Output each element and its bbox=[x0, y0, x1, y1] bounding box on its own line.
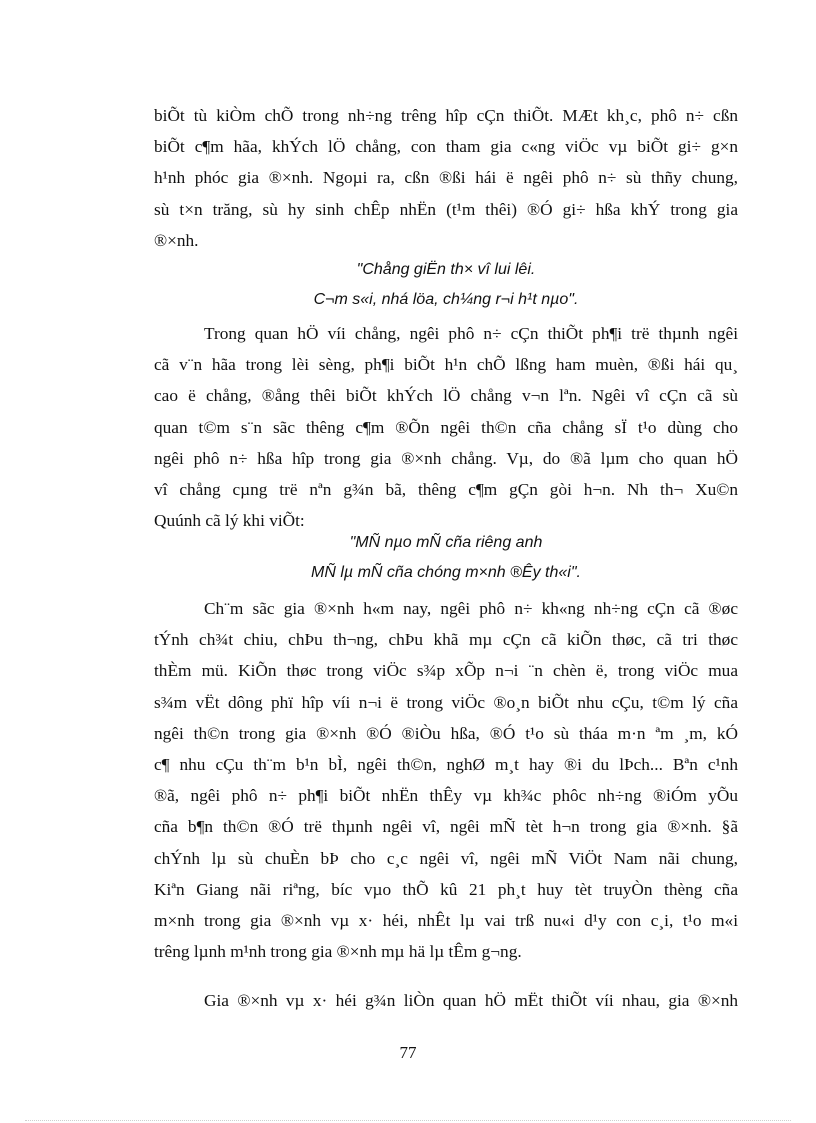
poem-quote-2 bbox=[154, 528, 738, 588]
text-line: biÕt tù kiÒm chÕ trong nh÷ng trêng hîp cÇn thiÕt. MÆt kh¸c, phô n÷ cßn bbox=[154, 106, 738, 125]
page-number: 77 bbox=[399, 1043, 417, 1062]
text-line: Trong quan hÖ víi chång, ngêi phô n÷ cÇn thiÕt ph¶i trë thµnh ngêi bbox=[204, 324, 738, 343]
text-line: Kiªn Giang nãi riªng, bíc vµo thÕ kû 21 ph¸t huy tèt truyÒn thèng cña bbox=[154, 879, 738, 899]
text-line: sù t×n trăng, sù hy sinh chÊp nhËn (t¹m thêi) ®Ó gi÷ hßa khÝ trong gia bbox=[154, 199, 738, 219]
paragraph-1 bbox=[154, 100, 738, 256]
page-bottom-divider bbox=[25, 1120, 791, 1121]
text-line: s¾m vËt dông phï hîp víi n¬i ë trong viÖc ®o¸n biÕt nhu cÇu, t©m lý cña bbox=[154, 692, 738, 712]
text-line: cã v¨n hãa trong lèi sèng, ph¶i biÕt h¹n chÕ lßng ham muèn, ®ßi hái qu¸ bbox=[154, 355, 738, 375]
paragraph-2 bbox=[154, 318, 738, 536]
text-line: cao ë chång, ®ång thêi biÕt khÝch lÖ chång v¬n lªn. Ngêi vî cÇn cã sù bbox=[154, 386, 738, 406]
quote-line: "Chång giËn th× vî lui lêi. bbox=[356, 261, 536, 278]
quote-line: "MÑ nµo mÑ cña riêng anh bbox=[349, 534, 543, 551]
text-line: thÈm mü. KiÕn thøc trong viÖc s¾p xÕp n¬i ¨n chèn ë, trong viÖc mua bbox=[154, 661, 738, 681]
text-line: quan t©m s¨n sãc thêng c¶m ®Õn ngêi th©n cña chång sÏ t¹o dùng cho bbox=[154, 417, 738, 437]
text-line: ®ã, ngêi phô n÷ ph¶i biÕt nhËn thÊy vµ kh¾c phôc nh÷ng ®iÓm yÕu bbox=[154, 786, 738, 806]
text-line: Ch¨m sãc gia ®×nh h«m nay, ngêi phô n÷ kh«ng nh÷ng cÇn cã ®øc bbox=[204, 599, 738, 618]
text-line: vî chång cµng trë nªn g¾n bã, thêng c¶m gÇn gòi h¬n. Nh th¬ Xu©n bbox=[154, 480, 738, 500]
text-line: trêng lµnh m¹nh trong gia ®×nh mµ hä lµ tÊm g¬ng. bbox=[154, 942, 522, 962]
text-line: ngêi th©n trong gia ®×nh ®Ó ®iÒu hßa, ®Ó t¹o sù tháa m·n ªm ¸m, kÓ bbox=[154, 723, 738, 743]
text-line: chÝnh lµ sù chuÈn bÞ cho c¸c ngêi vî, ngêi mÑ ViÖt Nam nãi chung, bbox=[154, 848, 738, 868]
text-line: h¹nh phóc gia ®×nh. Ngoµi ra, cßn ®ßi hái ë ngêi phô n÷ sù thñy chung, bbox=[154, 168, 738, 188]
text-line: cña b¶n th©n ®Ó trë thµnh ngêi vî, ngêi mÑ tèt h¬n trong gia ®×nh. §ã bbox=[154, 817, 738, 837]
poem-quote-1 bbox=[154, 255, 738, 315]
text-line: Quúnh cã lý khi viÕt: bbox=[154, 511, 305, 531]
quote-line: C¬m s«i, nhá löa, ch¼ng r¬i h¹t nµo". bbox=[313, 291, 579, 308]
text-line: tÝnh ch¾t chiu, chÞu th¬ng, chÞu khã mµ cÇn cã kiÕn thøc, cã tri thøc bbox=[154, 630, 738, 650]
quote-line: MÑ lµ mÑ cña chóng m×nh ®Êy th«i". bbox=[311, 564, 581, 581]
text-line: c¶ nhu cÇu th¨m b¹n bÌ, ngêi th©n, nghØ m¸t hay ®i du lÞch... Bªn c¹nh bbox=[154, 755, 738, 775]
paragraph-4 bbox=[154, 985, 738, 1016]
text-line: ®×nh. bbox=[154, 230, 199, 250]
text-line: Gia ®×nh vµ x· héi g¾n liÒn quan hÖ mËt thiÕt víi nhau, gia ®×nh bbox=[204, 991, 738, 1010]
text-line: ngêi phô n÷ hßa hîp trong gia ®×nh chång. Vµ, do ®ã lµm cho quan hÖ bbox=[154, 448, 738, 468]
text-line: m×nh trong gia ®×nh vµ x· héi, nhÊt lµ vai trß nu«i d¹y con c¸i, t¹o m«i bbox=[154, 911, 738, 931]
paragraph-3 bbox=[154, 593, 738, 967]
text-line: biÕt c¶m hãa, khÝch lÖ chång, con tham gia c«ng viÖc vµ biÕt gi÷ g×n bbox=[154, 137, 738, 157]
